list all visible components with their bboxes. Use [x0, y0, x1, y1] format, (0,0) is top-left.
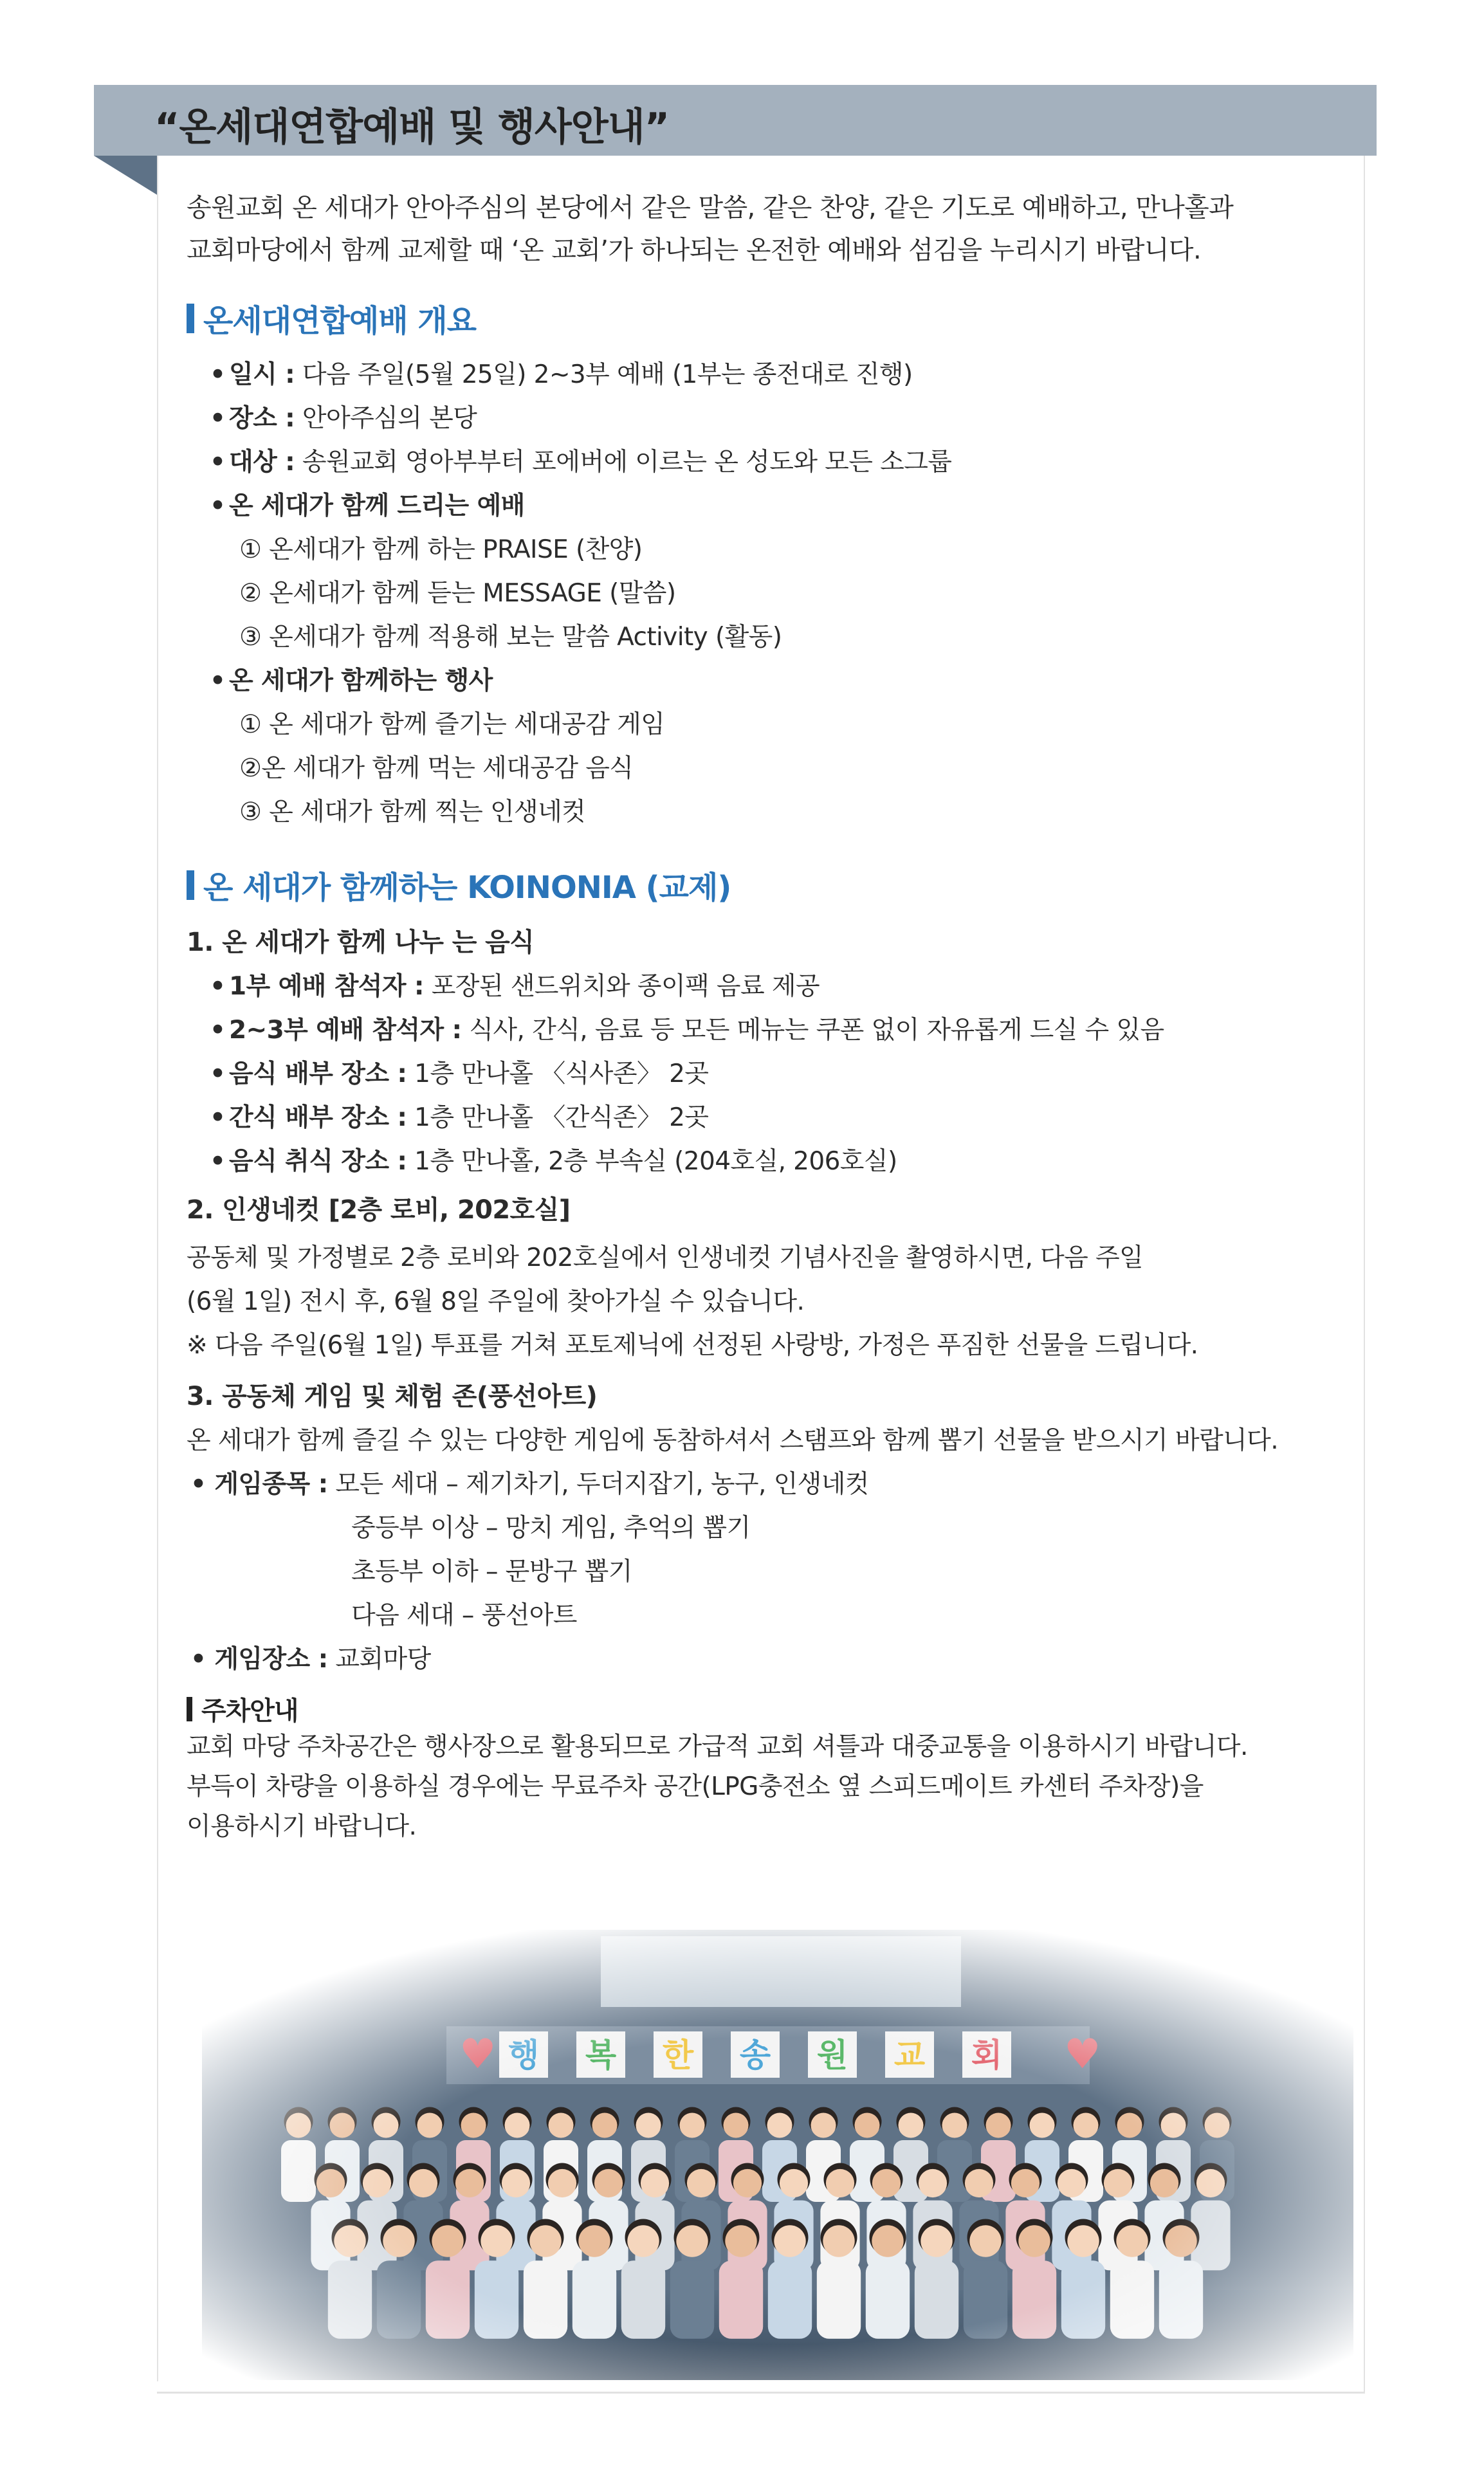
list-item: • 음식 취식 장소 : 1층 만나홀, 2층 부속실 (204호실, 206호실)	[210, 1147, 897, 1176]
frame-bottom-line	[157, 2392, 1365, 2394]
section-heading-koinonia: 온 세대가 함께하는 KOINONIA (교제)	[187, 863, 1357, 907]
intro-line-2: 교회마당에서 함께 교제할 때 ‘온 교회’가 하나되는 온전한 예배와 섬김을 누리시기 바랍니다.	[187, 235, 1202, 265]
frame-left-line	[157, 156, 158, 2381]
photo-booth-line: 공동체 및 가정별로 2층 로비와 202호실에서 인생네컷 기념사진을 촬영하시면, 다음 주일	[187, 1243, 1144, 1272]
game-place: • 게임장소 : 교회마당	[190, 1645, 431, 1674]
game-item: 초등부 이하 – 문방구 뽑기	[351, 1557, 632, 1586]
game-item: 다음 세대 – 풍선아트	[351, 1601, 577, 1630]
group-photo-image	[202, 1930, 1353, 2380]
list-item: ① 온 세대가 함께 즐기는 세대공감 게임	[239, 710, 665, 739]
game-item: 중등부 이상 – 망치 게임, 추억의 뽑기	[351, 1514, 751, 1543]
banner-fold	[94, 156, 158, 196]
list-item: ②온 세대가 함께 먹는 세대공감 음식	[239, 754, 634, 783]
list-item: • 일시 : 다음 주일(5월 25일) 2~3부 예배 (1부는 종전대로 진행)	[210, 360, 913, 389]
food-title: 1. 온 세대가 함께 나누 는 음식	[187, 928, 535, 957]
list-item: ③ 온 세대가 함께 찍는 인생네컷	[239, 798, 586, 827]
game-items: • 게임종목 : 모든 세대 – 제기차기, 두더지잡기, 농구, 인생네컷	[190, 1470, 869, 1499]
list-item: • 1부 예배 참석자 : 포장된 샌드위치와 종이팩 음료 제공	[210, 972, 820, 1001]
list-item: • 2~3부 예배 참석자 : 식사, 간식, 음료 등 모든 메뉴는 쿠폰 없이 자유롭게 드실 수 있음	[210, 1016, 1164, 1045]
list-item: • 장소 : 안아주심의 본당	[210, 404, 477, 433]
section-heading-overview: 온세대연합예배 개요	[187, 296, 1357, 340]
parking-line: 부득이 차량을 이용하실 경우에는 무료주차 공간(LPG충전소 옆 스피드메이트 카센터 주차장)을	[187, 1772, 1204, 1801]
parking-heading: 주차안내	[187, 1690, 1357, 1727]
list-item: • 간식 배부 장소 : 1층 만나홀 〈간식존〉 2곳	[210, 1103, 709, 1132]
list-item: • 온 세대가 함께 드리는 예배	[210, 491, 525, 520]
photo-booth-line: ※ 다음 주일(6월 1일) 투표를 거쳐 포토제닉에 선정된 사랑방, 가정은 푸짐한 선물을 드립니다.	[187, 1331, 1198, 1360]
parking-line: 이용하시기 바랍니다.	[187, 1812, 417, 1841]
parking-line: 교회 마당 주차공간은 행사장으로 활용되므로 가급적 교회 셔틀과 대중교통을 이용하시기 바랍니다.	[187, 1732, 1248, 1761]
photo-booth-line: (6월 1일) 전시 후, 6월 8일 주일에 찾아가실 수 있습니다.	[187, 1287, 805, 1316]
intro-line-1: 송원교회 온 세대가 안아주심의 본당에서 같은 말씀, 같은 찬양, 같은 기도로 예배하고, 만나홀과	[187, 193, 1234, 223]
heading-bar-icon	[187, 870, 194, 900]
heading-bar-icon	[187, 1697, 192, 1721]
list-item: ③ 온세대가 함께 적용해 보는 말씀 Activity (활동)	[239, 623, 782, 652]
group-photo	[202, 1930, 1353, 2380]
photo-booth-title: 2. 인생네컷 [2층 로비, 202호실]	[187, 1195, 571, 1225]
frame-right-line	[1364, 156, 1365, 2393]
list-item: ② 온세대가 함께 듣는 MESSAGE (말씀)	[239, 579, 676, 608]
list-item: • 온 세대가 함께하는 행사	[210, 666, 493, 695]
list-item: • 대상 : 송원교회 영아부부터 포에버에 이르는 온 성도와 모든 소그룹	[210, 448, 952, 477]
heading-bar-icon	[187, 304, 194, 333]
list-item: • 음식 배부 장소 : 1층 만나홀 〈식사존〉 2곳	[210, 1059, 709, 1088]
game-description: 온 세대가 함께 즐길 수 있는 다양한 게임에 동참하셔서 스탬프와 함께 뽑기 선물을 받으시기 바랍니다.	[187, 1426, 1278, 1455]
list-item: ① 온세대가 함께 하는 PRAISE (찬양)	[239, 535, 643, 564]
notice-content	[187, 187, 1357, 1847]
page-title: “온세대연합예배 및 행사안내”	[154, 105, 670, 150]
game-title: 3. 공동체 게임 및 체험 존(풍선아트)	[187, 1382, 598, 1411]
